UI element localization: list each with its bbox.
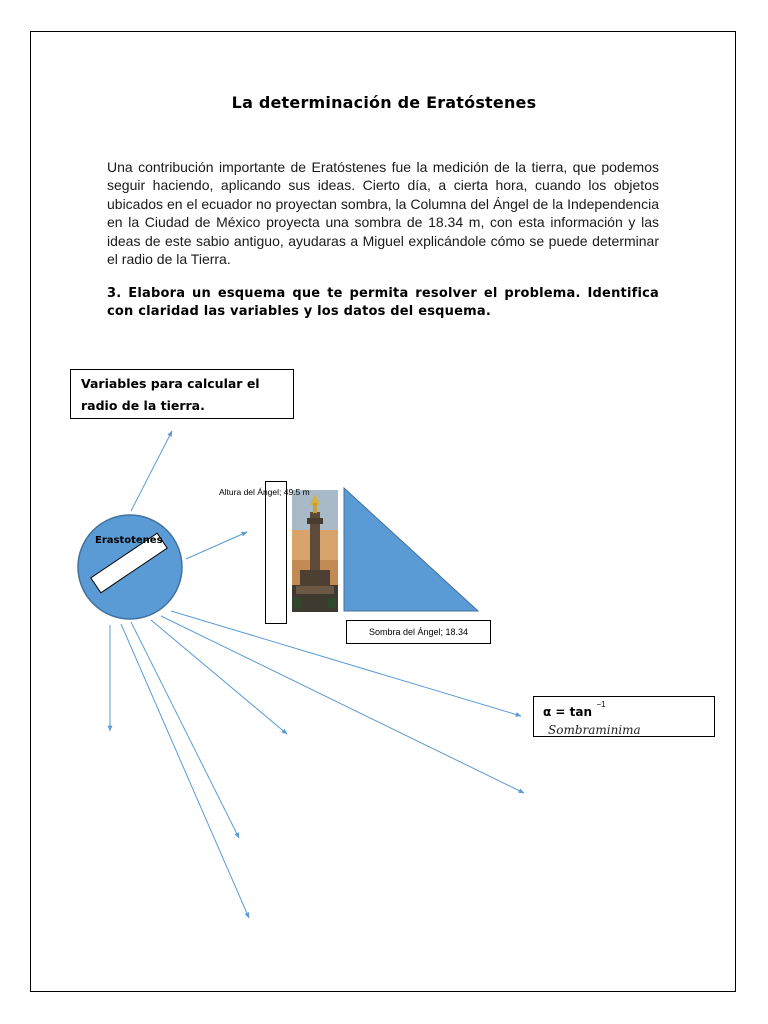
center-label: Erastotenes [95, 535, 163, 546]
formula-exponent: −1 [596, 700, 606, 709]
shadow-triangle [344, 488, 478, 611]
intro-paragraph: Una contribución importante de Eratóstenes fue la medición de la tierra, que podemos seguir haciendo, aplicando sus ideas. Cierto día, a cierta hora, cuando los objetos ubicados en el ecuador no proyectan sombra, la Columna del Ángel de la Independencia en la Ciudad de México proyecta una sombra de 18.34 m, con esta información y las ideas de este sabio antiguo, ayudaras a Miguel explicándole cómo se puede determinar el radio de la Tierra. [107, 159, 659, 268]
formula-fraction: Sombraminima [548, 723, 641, 737]
formula-main: α = tan [543, 705, 593, 719]
arrow-mid-right [151, 620, 287, 734]
angel-de-la-independencia-photo [292, 490, 338, 612]
height-bar [265, 481, 287, 624]
shadow-label-box: Sombra del Ángel; 18.34 [346, 620, 491, 644]
variables-box: Variables para calcular el radio de la tierra. [70, 369, 294, 419]
height-label: Altura del Ángel; 49.5 m [219, 487, 310, 497]
arrow-to-angel [186, 532, 247, 559]
arrow-to-variables [131, 431, 172, 511]
page-title: La determinación de Eratóstenes [231, 93, 537, 112]
arrow-down-right-2 [121, 624, 249, 918]
formula-box [533, 696, 715, 737]
arrow-down-right-1 [131, 622, 239, 838]
task-instruction: 3. Elabora un esquema que te permita resolver el problema. Identifica con claridad las variables y los datos del esquema. [107, 286, 659, 319]
